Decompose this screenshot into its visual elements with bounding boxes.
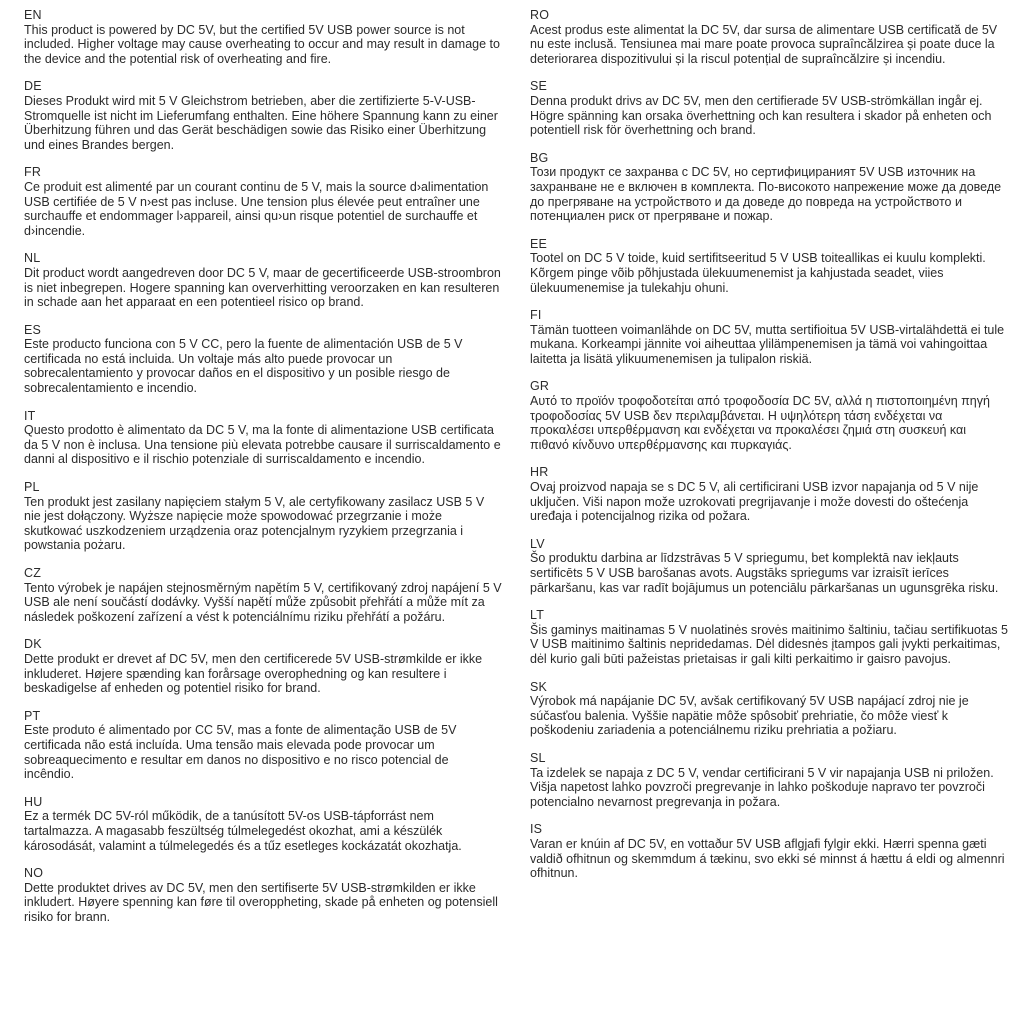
language-text: Este producto funciona con 5 V CC, pero la fuente de alimentación USB de 5 V certificada no está incluida. Un voltaje más alto puede provocar un sobrecalentamiento y provocar daños en el dispositivo y un posible riesgo de sobrecalentamiento e incendio. bbox=[24, 337, 463, 396]
language-code: NL bbox=[24, 251, 41, 266]
language-code: HR bbox=[530, 465, 549, 480]
language-text: This product is powered by DC 5V, but the certified 5V USB power source is not included. Higher voltage may cause overheating to occur and may result in damage to the device and the potential risk of overheating and fire. bbox=[24, 22, 500, 66]
language-code: FR bbox=[24, 165, 42, 180]
language-text: Tento výrobek je napájen stejnosměrným napětím 5 V, certifikovaný zdroj napájení 5 V USB ale není součástí dodávky. Vyšší napětí může způsobit přehřátí a může mít za následek poškození zařízení a vést k potenciálnímu riziku přehřátí a požáru. bbox=[24, 580, 502, 624]
language-text: Ten produkt jest zasilany napięciem stałym 5 V, ale certyfikowany zasilacz USB 5 V nie jest dołączony. Wyższe napięcie może spowodować przegrzanie i może skutkować uszkodzeniem urządzenia oraz potencjalnym ryzykiem przegrzania i powstania pożaru. bbox=[24, 494, 485, 553]
language-code: DE bbox=[24, 79, 42, 94]
language-code: SL bbox=[530, 750, 546, 765]
language-section-lv bbox=[530, 537, 1008, 595]
language-section-it bbox=[24, 409, 502, 467]
language-section-dk bbox=[24, 637, 502, 695]
document-column-right bbox=[530, 8, 1008, 1024]
language-section-hr bbox=[530, 465, 1008, 523]
language-text: Dette produkt er drevet af DC 5V, men den certificerede 5V USB-strømkilde er ikke inkluderet. Højere spænding kan forårsage overophedning og kan resultere i beskadigelse af enheden og potentiel risiko for brand. bbox=[24, 651, 483, 696]
language-section-sl bbox=[530, 751, 1008, 809]
language-text: Ta izdelek se napaja z DC 5 V, vendar certificirani 5 V vir napajanja USB ni priložen. Višja napetost lahko povzroči pregrevanje in lahko poškoduje napravo ter povzroči potencialno nevarnost pregrevanja in požara. bbox=[530, 765, 994, 809]
language-text: Dette produktet drives av DC 5V, men den sertifiserte 5V USB-strømkilden er ikke inkludert. Høyere spenning kan føre til overoppheting, skade på enheten og potensiell risiko for brann. bbox=[24, 880, 498, 924]
language-text: Αυτό το προϊόν τροφοδοτείται από τροφοδοσία DC 5V, αλλά η πιστοποιημένη πηγή τροφοδοσίας 5V USB δεν περιλαμβάνεται. Η υψηλότερη τάση ενδέχεται να προκαλέσει υπερθέρμανση και ενδέχεται να προκαλέσει ζημιά στη συσκευή και πιθανό κίνδυνο υπερθέρμανσης και πυρκαγιάς. bbox=[530, 394, 990, 452]
language-code: NO bbox=[24, 866, 44, 881]
language-code: LT bbox=[530, 608, 545, 623]
language-code: EE bbox=[530, 236, 548, 251]
language-code: IT bbox=[24, 408, 36, 423]
language-code: CZ bbox=[24, 566, 42, 580]
language-code: LV bbox=[530, 536, 545, 551]
language-section-en bbox=[24, 8, 502, 66]
language-code: BG bbox=[530, 150, 549, 165]
language-text: Denna produkt drivs av DC 5V, men den certifierade 5V USB-strömkällan ingår ej. Högre spänning kan orsaka överhettning och kan resultera i skador på enheten och potentiell risk för överhettning och brand. bbox=[530, 93, 992, 138]
language-code: EN bbox=[24, 8, 42, 22]
language-section-pt bbox=[24, 709, 502, 782]
language-section-bg bbox=[530, 151, 1008, 224]
language-text: Questo prodotto è alimentato da DC 5 V, ma la fonte di alimentazione USB certificata da 5 V non è inclusa. Una tensione più elevata potrebbe causare il surriscaldamento e danni al dispositivo e il rischio potenziale di surriscaldamento e incendio. bbox=[24, 423, 501, 467]
language-section-nl bbox=[24, 251, 502, 309]
language-section-de bbox=[24, 79, 502, 152]
language-text: Tootel on DC 5 V toide, kuid sertifitseeritud 5 V USB toiteallikas ei kuulu komplekti. Kõrgem pinge võib põhjustada ülekuumenemist ja kahjustada seadet, viies ülekuumenemise ja tulekahju ohuni. bbox=[530, 251, 986, 295]
language-code: HU bbox=[24, 794, 43, 809]
language-text: Varan er knúin af DC 5V, en vottaður 5V USB aflgjafi fylgir ekki. Hærri spenna gæti valdið ofhitnun og skemmdum á tækinu, svo ekki sé minnst á hættu á eldi og almennri ofhitnun. bbox=[530, 836, 1005, 881]
language-section-fi bbox=[530, 308, 1008, 366]
language-text: Šis gaminys maitinamas 5 V nuolatinės srovės maitinimo šaltiniu, tačiau sertifikuotas 5 V USB maitinimo šaltinis nepridedamas. Dėl didesnės įtampos gali įvykti perkaitimas, dėl kurio gali būti pažeistas prietaisas ir gali kilti perkaitimo ir gaisro pavojus. bbox=[530, 622, 1008, 666]
language-text: Ovaj proizvod napaja se s DC 5 V, ali certificirani USB izvor napajanja od 5 V nije uključen. Viši napon može uzrokovati pregrijavanje i može dovesti do oštećenja uređaja i potencijalnog rizika od požara. bbox=[530, 480, 979, 524]
language-section-ee bbox=[530, 237, 1008, 295]
language-code: PL bbox=[24, 480, 40, 495]
language-code: SK bbox=[530, 679, 548, 694]
language-text: Ce produit est alimenté par un courant continu de 5 V, mais la source d›alimentation USB certifiée de 5 V n›est pas incluse. Une tension plus élevée peut entraîner une surchauffe et endommager l›appareil, ainsi qu›un risque potentiel de surchauffe et d›incendie. bbox=[24, 179, 489, 238]
language-section-cz bbox=[24, 566, 502, 624]
language-text: Šo produktu darbina ar līdzstrāvas 5 V spriegumu, bet komplektā nav iekļauts sertificēts 5 V USB barošanas avots. Augstāks spriegums var izraisīt ierīces pārkaršanu, kas var radīt bojājumus un potenciālu pārkaršanas un ugunsgrēka risku. bbox=[530, 551, 999, 595]
language-code: DK bbox=[24, 637, 42, 652]
language-section-se bbox=[530, 79, 1008, 137]
language-text: Този продукт се захранва с DC 5V, но сертифицираният 5V USB източник на захранване не е включен в комплекта. По-високото напрежение може да доведе до прегряване на устройството и да доведе до повреда на устройството и потенциален риск от прегряване и пожар. bbox=[530, 165, 1002, 224]
language-section-no bbox=[24, 866, 502, 924]
language-code: ES bbox=[24, 322, 42, 337]
language-section-fr bbox=[24, 165, 502, 238]
language-text: Ez a termék DC 5V-ról működik, de a tanúsított 5V-os USB-tápforrást nem tartalmazza. A magasabb feszültség túlmelegedést okozhat, ami a készülék károsodását, valamint a túlmelegedés és a tűz esetleges kockázatát okozhatja. bbox=[24, 809, 462, 853]
language-code: RO bbox=[530, 8, 550, 22]
language-section-sk bbox=[530, 680, 1008, 738]
language-text: Este produto é alimentado por CC 5V, mas a fonte de alimentação USB de 5V certificada não está incluída. Uma tensão mais elevada pode provocar um sobreaquecimento e resultar em danos no dispositivo e no risco potencial de incêndio. bbox=[24, 723, 457, 782]
language-section-hu bbox=[24, 795, 502, 853]
language-text: Acest produs este alimentat la DC 5V, dar sursa de alimentare USB certificată de 5V nu este inclusă. Tensiunea mai mare poate provoca supraîncălzirea și poate duce la deteriorarea dispozitivului și la riscul potențial de supraîncălzire și incendiu. bbox=[530, 22, 998, 66]
language-code: GR bbox=[530, 379, 550, 394]
language-code: PT bbox=[24, 708, 41, 723]
language-text: Dit product wordt aangedreven door DC 5 V, maar de gecertificeerde USB-stroombron is niet inbegrepen. Hogere spanning kan oververhitting veroorzaken en kan resulteren in schade aan het apparaat en een potentieel risico op brand. bbox=[24, 265, 501, 310]
language-section-es bbox=[24, 323, 502, 396]
language-code: IS bbox=[530, 822, 543, 837]
language-section-gr bbox=[530, 379, 1008, 452]
language-code: FI bbox=[530, 308, 542, 323]
language-text: Tämän tuotteen voimanlähde on DC 5V, mutta sertifioitua 5V USB-virtalähdettä ei tule mukana. Korkeampi jännite voi aiheuttaa ylilämpenemisen ja tämä voi vahingoittaa laitetta ja lisätä ylikuumenemisen ja tulipalon riskiä. bbox=[530, 322, 1005, 366]
language-section-is bbox=[530, 822, 1008, 880]
language-text: Dieses Produkt wird mit 5 V Gleichstrom betrieben, aber die zertifizierte 5-V-USB-Stromquelle ist nicht im Lieferumfang enthalten. Eine höhere Spannung kann zu einer Überhitzung führen und das Gerät beschädigen sowie das Risiko einer Überhitzung und eines Brandes bergen. bbox=[24, 93, 498, 152]
language-section-ro bbox=[530, 8, 1008, 66]
language-section-pl bbox=[24, 480, 502, 553]
language-code: SE bbox=[530, 79, 548, 94]
language-text: Výrobok má napájanie DC 5V, avšak certifikovaný 5V USB napájací zdroj nie je súčasťou balenia. Vyššie napätie môže spôsobiť prehriatie, čo môže viesť k poškodeniu zariadenia a potenciálnemu riziku prehriatia a požiaru. bbox=[530, 694, 969, 738]
document-column-left bbox=[24, 8, 502, 1024]
language-section-lt bbox=[530, 608, 1008, 666]
